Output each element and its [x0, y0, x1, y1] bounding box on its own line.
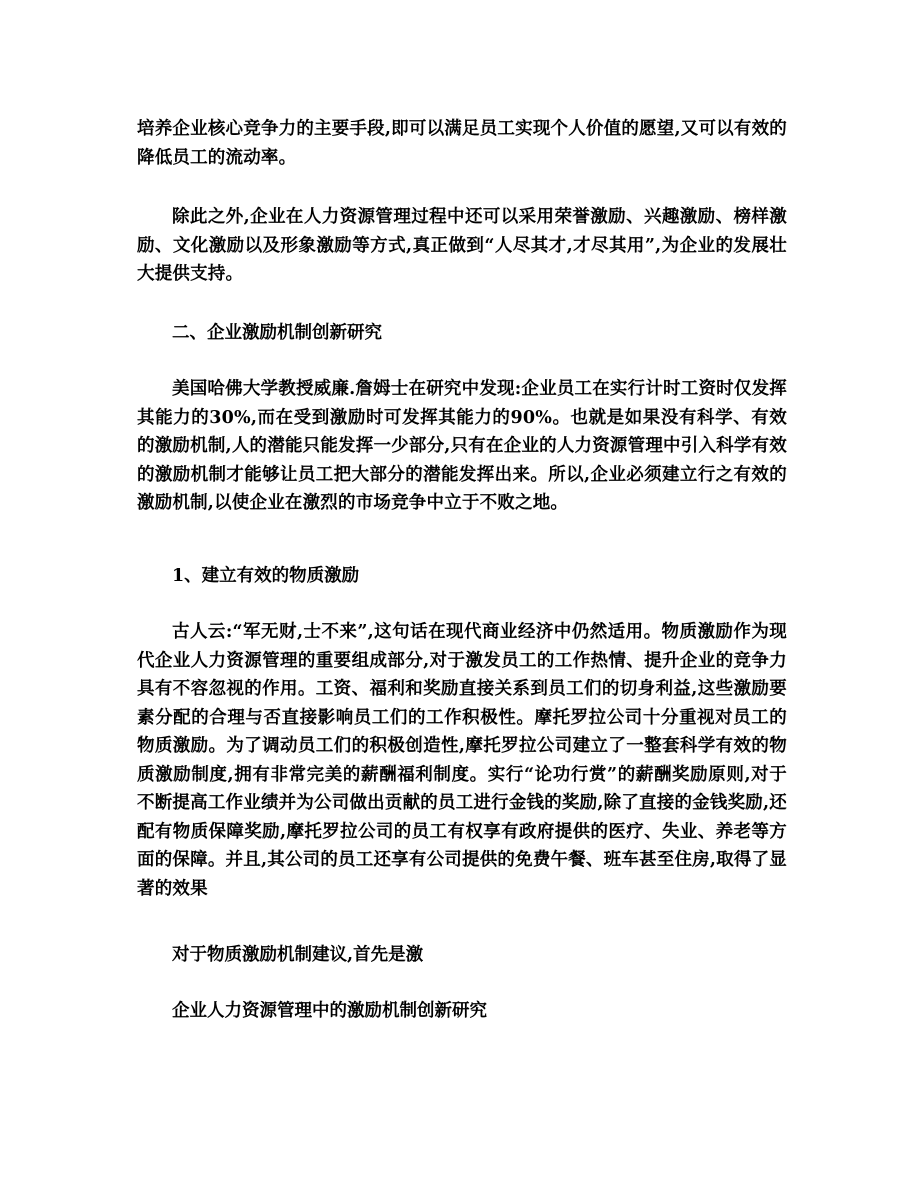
paragraph-core-competitiveness: 培养企业核心竞争力的主要手段,即可以满足员工实现个人价值的愿望,又可以有效的降低员工的流动率。 [137, 119, 787, 168]
footer-document-title: 企业人力资源管理中的激励机制创新研究 [172, 1001, 487, 1021]
paragraph-motorola-example: 古人云:“军无财,士不来”,这句话在现代商业经济中仍然适用。物质激励作为现代企业人力资源管理的重要组成部分,对于激发员工的工作热情、提升企业的竞争力具有不容忽视的作用。工资、福利和奖励直接关系到员工们的切身利益,这些激励要素分配的合理与否直接影响员工们的工作积极性。摩托罗拉公司十分重视对员工的物质激励。为了调动员工们的积极创造性,摩托罗拉公司建立了一整套科学有效的物质激励制度,拥有非常完美的薪酬福利制度。实行“论功行赏”的薪酬奖励原则,对于不断提高工作业绩并为公司做出贡献的员工进行金钱的奖励,除了直接的金钱奖励,还配有物质保障奖励,摩托罗拉公司的员工有权享有政府提供的医疗、失业、养老等方面的保障。并且,其公司的员工还享有公司提供的免费午餐、班车甚至住房,取得了显著的效果 [137, 622, 787, 899]
paragraph-other-incentives: 除此之外,企业在人力资源管理过程中还可以采用荣誉激励、兴趣激励、榜样激励、文化激励以及形象激励等方式,真正做到“人尽其才,才尽其用”,为企业的发展壮大提供支持。 [137, 207, 787, 284]
subsection-heading-material-incentive: 1、建立有效的物质激励 [172, 566, 360, 586]
paragraph-suggestion-fragment: 对于物质激励机制建议,首先是激 [172, 945, 424, 965]
section-heading-innovation: 二、企业激励机制创新研究 [172, 323, 382, 343]
paragraph-harvard-study: 美国哈佛大学教授威廉.詹姆士在研究中发现:企业员工在实行计时工资时仅发挥其能力的30%,而在受到激励时可发挥其能力的90%。也就是如果没有科学、有效的激励机制,人的潜能只能发挥一少部分,只有在企业的人力资源管理中引入科学有效的激励机制才能够让员工把大部分的潜能发挥出来。所以,企业必须建立行之有效的激励机制,以使企业在激烈的市场竞争中立于不败之地。 [137, 379, 787, 513]
